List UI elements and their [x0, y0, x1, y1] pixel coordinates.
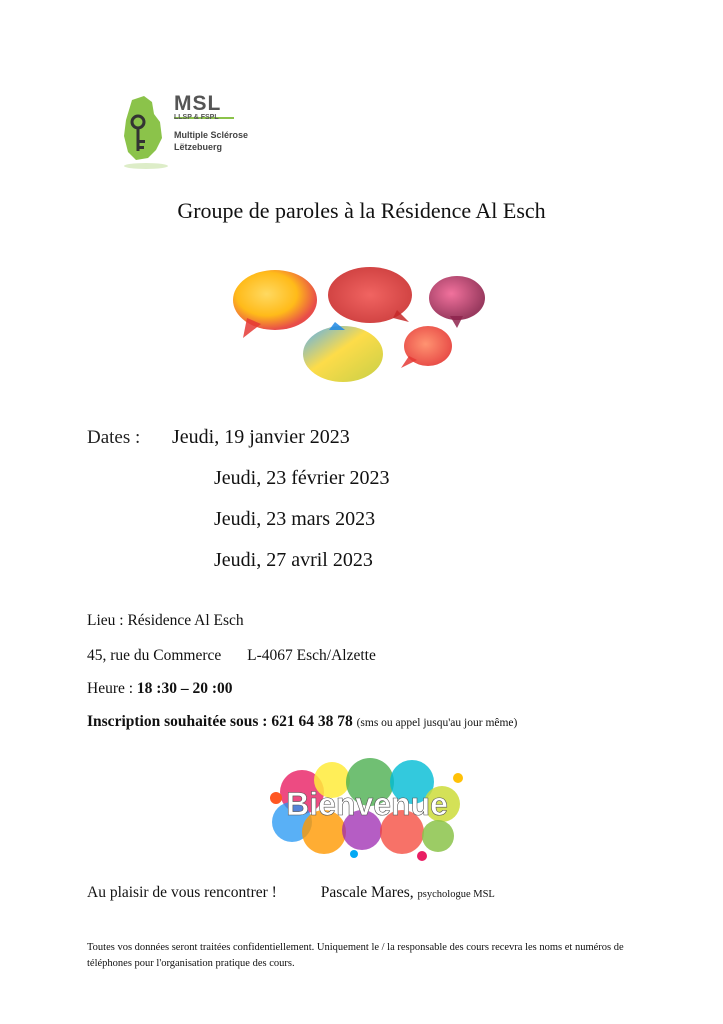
address-line — [87, 647, 376, 665]
author-name: Pascale Mares, — [320, 884, 414, 901]
registration-phone: 621 64 38 78 — [271, 713, 353, 730]
privacy-footer: Toutes vos données seront traitées confidentiellement. Uniquement le / la responsable des cours recevra les noms et numéros de téléphones pour l'organisation pratique des cours. — [87, 942, 624, 969]
closing-text: Au plaisir de vous rencontrer ! — [87, 884, 277, 901]
date-item: Jeudi, 23 février 2023 — [214, 467, 390, 489]
logo-brand: MSL — [174, 92, 222, 115]
date-item: Jeudi, 23 mars 2023 — [214, 508, 376, 530]
bienvenue-text: Bienvenue — [286, 786, 448, 822]
logo-line1: Multiple Sclérose — [174, 130, 249, 140]
msl-logo — [118, 92, 268, 172]
time-value: 18 :30 – 20 :00 — [136, 680, 233, 697]
page-title: Groupe de paroles à la Résidence Al Esch — [177, 198, 546, 223]
registration-label: Inscription souhaitée sous : — [87, 713, 272, 730]
logo-line2: Lëtzebuerg — [174, 142, 223, 152]
dates-label: Dates : — [87, 427, 141, 448]
registration-line — [87, 713, 517, 731]
time-label: Heure : — [87, 680, 137, 697]
date-item: Jeudi, 27 avril 2023 — [214, 549, 373, 571]
registration-note: (sms ou appel jusqu'au jour même) — [356, 717, 518, 729]
address-city: L-4067 Esch/Alzette — [247, 647, 376, 664]
speech-bubbles-illustration — [225, 260, 495, 390]
bienvenue-splash-image — [262, 752, 472, 862]
time-line — [87, 680, 233, 698]
luxembourg-map-icon — [118, 92, 178, 172]
date-item: Jeudi, 19 janvier 2023 — [172, 426, 350, 448]
closing-line — [87, 884, 495, 902]
address-street: 45, rue du Commerce — [87, 647, 222, 664]
logo-tagline: LLSP & FSPL — [174, 114, 219, 121]
author-role: psychologue MSL — [417, 889, 495, 900]
location-line: Lieu : Résidence Al Esch — [87, 612, 244, 629]
